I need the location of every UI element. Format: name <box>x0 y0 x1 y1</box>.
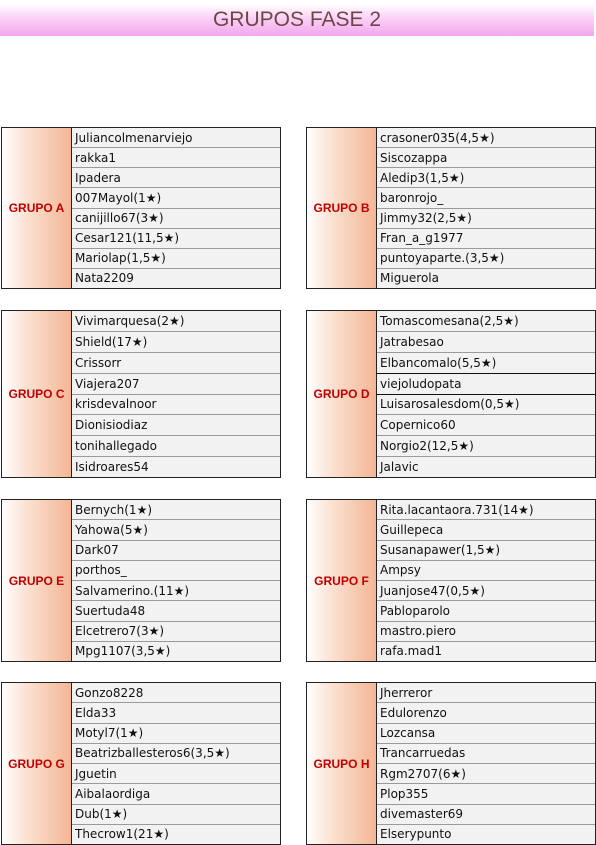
player-row: Norgio2(12,5★) <box>377 436 595 457</box>
player-row: Jguetin <box>72 764 280 784</box>
player-row: baronrojo_ <box>377 188 595 208</box>
player-list <box>72 500 280 661</box>
player-row: Elserypunto <box>377 825 595 844</box>
player-row: Isidroares54 <box>72 457 280 477</box>
player-row: Shield(17★) <box>72 332 280 353</box>
player-row: Dark07 <box>72 541 280 561</box>
group-label: GRUPO G <box>2 683 72 844</box>
player-row: Edulorenzo <box>377 703 595 723</box>
player-row: Susanapawer(1,5★) <box>377 541 595 561</box>
player-row: Ipadera <box>72 168 280 188</box>
player-row: Elda33 <box>72 703 280 723</box>
player-list <box>72 683 280 844</box>
player-list <box>377 683 595 844</box>
player-row: Miguerola <box>377 269 595 288</box>
player-row: Aledip3(1,5★) <box>377 168 595 188</box>
player-row: Plop355 <box>377 784 595 804</box>
player-row: porthos_ <box>72 561 280 581</box>
player-row: crasoner035(4,5★) <box>377 128 595 148</box>
player-row: Jatrabesao <box>377 332 595 353</box>
player-row: Beatrizballesteros6(3,5★) <box>72 744 280 764</box>
player-list <box>377 128 595 288</box>
player-row: Copernico60 <box>377 415 595 436</box>
player-row: Cesar121(11,5★) <box>72 229 280 249</box>
group-label: GRUPO A <box>2 128 72 288</box>
player-row: Elcetrero7(3★) <box>72 622 280 642</box>
player-row: Siscozappa <box>377 148 595 168</box>
player-row: Luisarosalesdom(0,5★) <box>377 395 595 416</box>
player-row: Rgm2707(6★) <box>377 764 595 784</box>
player-row: tonihallegado <box>72 436 280 457</box>
group-table-f <box>306 499 596 662</box>
player-row: Vivimarquesa(2★) <box>72 311 280 332</box>
player-row: Gonzo8228 <box>72 683 280 703</box>
player-row: Jimmy32(2,5★) <box>377 209 595 229</box>
group-table-h <box>306 682 596 845</box>
player-row: Crissorr <box>72 353 280 374</box>
player-list <box>377 500 595 661</box>
player-row: Motyl7(1★) <box>72 724 280 744</box>
player-row: krisdevalnoor <box>72 395 280 416</box>
player-row: mastro.piero <box>377 622 595 642</box>
player-row: Rita.lacantaora.731(14★) <box>377 500 595 520</box>
player-row: Viajera207 <box>72 374 280 395</box>
group-table-b <box>306 127 596 289</box>
player-row: Mpg1107(3,5★) <box>72 642 280 661</box>
player-row: Jherreror <box>377 683 595 703</box>
player-row: Juanjose47(0,5★) <box>377 581 595 601</box>
player-row: Juliancolmenarviejo <box>72 128 280 148</box>
player-row: Aibalaordiga <box>72 784 280 804</box>
player-row: divemaster69 <box>377 805 595 825</box>
player-row: puntoyaparte.(3,5★) <box>377 249 595 269</box>
player-list <box>72 128 280 288</box>
group-label: GRUPO E <box>2 500 72 661</box>
player-row: rafa.mad1 <box>377 642 595 661</box>
player-row: 007Mayol(1★) <box>72 188 280 208</box>
player-list <box>72 311 280 477</box>
player-row: Salvamerino.(11★) <box>72 581 280 601</box>
group-table-e <box>1 499 281 662</box>
player-row: Nata2209 <box>72 269 280 288</box>
page-title: GRUPOS FASE 2 <box>212 8 382 31</box>
player-row: Lozcansa <box>377 724 595 744</box>
player-row: Thecrow1(21★) <box>72 825 280 844</box>
group-label: GRUPO C <box>2 311 72 477</box>
player-row: Fran_a_g1977 <box>377 229 595 249</box>
group-table-g <box>1 682 281 845</box>
group-table-c <box>1 310 281 478</box>
group-label: GRUPO D <box>307 311 377 477</box>
player-row: Mariolap(1,5★) <box>72 249 280 269</box>
player-row: Dionisiodiaz <box>72 415 280 436</box>
player-row: Tomascomesana(2,5★) <box>377 311 595 332</box>
player-row: Pabloparolo <box>377 601 595 621</box>
group-table-a <box>1 127 281 289</box>
group-label: GRUPO B <box>307 128 377 288</box>
player-row: Elbancomalo(5,5★) <box>377 353 595 374</box>
player-row: Ampsy <box>377 561 595 581</box>
group-label: GRUPO F <box>307 500 377 661</box>
player-row: canijillo67(3★) <box>72 209 280 229</box>
player-row: Dub(1★) <box>72 805 280 825</box>
player-row: Bernych(1★) <box>72 500 280 520</box>
player-list <box>377 311 595 477</box>
group-table-d <box>306 310 596 478</box>
player-row: Yahowa(5★) <box>72 520 280 540</box>
player-row: Guillepeca <box>377 520 595 540</box>
player-row: Trancarruedas <box>377 744 595 764</box>
player-row: Jalavic <box>377 457 595 477</box>
group-label: GRUPO H <box>307 683 377 844</box>
player-row: rakka1 <box>72 148 280 168</box>
player-row: viejoludopata <box>377 374 595 395</box>
player-row: Suertuda48 <box>72 601 280 621</box>
